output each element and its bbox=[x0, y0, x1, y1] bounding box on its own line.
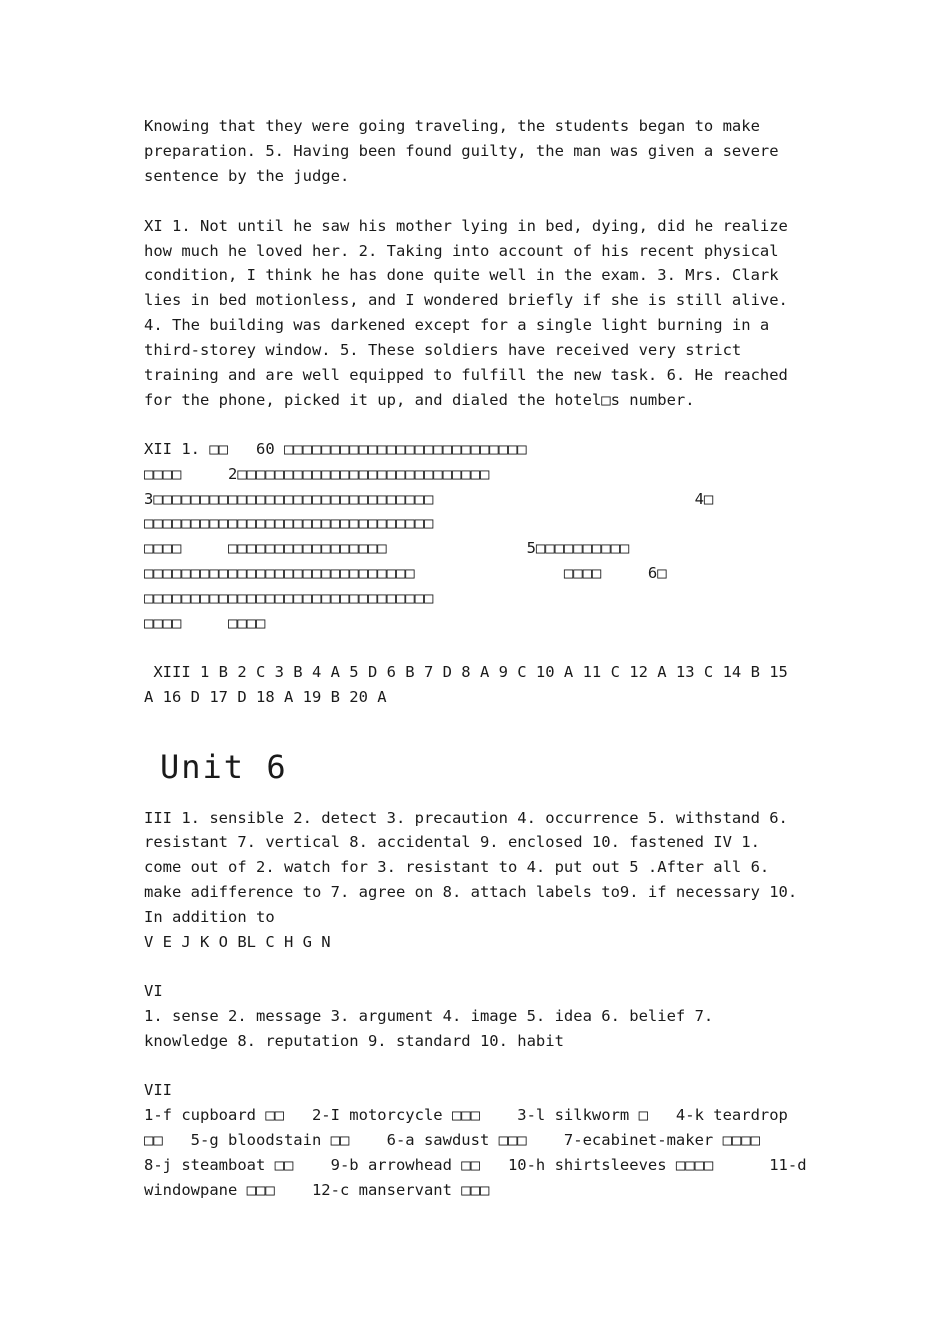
text-line: third-storey window. 5. These soldiers have received very strict bbox=[144, 341, 742, 359]
text-line: lies in bed motionless, and I wondered briefly if she is still alive. bbox=[144, 291, 788, 309]
text-line: A 16 D 17 D 18 A 19 B 20 A bbox=[144, 688, 387, 706]
text-line: □□□□□□□□□□□□□□□□□□□□□□□□□□□□□□□ bbox=[144, 589, 434, 607]
text-line: XII 1. □□ 60 □□□□□□□□□□□□□□□□□□□□□□□□□□ bbox=[144, 440, 527, 458]
text-line: XIII 1 B 2 C 3 B 4 A 5 D 6 B 7 D 8 A 9 C 10 A 11 C 12 A 13 C 14 B 15 bbox=[144, 663, 788, 681]
text-line: sentence by the judge. bbox=[144, 167, 350, 185]
text-line: 4. The building was darkened except for a single light burning in a bbox=[144, 316, 770, 334]
text-line: □□□□□□□□□□□□□□□□□□□□□□□□□□□□□□□ bbox=[144, 514, 434, 532]
text-line: preparation. 5. Having been found guilty, the man was given a severe bbox=[144, 142, 779, 160]
text-line: Knowing that they were going traveling, the students began to make bbox=[144, 117, 760, 135]
text-line: for the phone, picked it up, and dialed the hotel□s number. bbox=[144, 391, 695, 409]
text-line: windowpane □□□ 12-c manservant □□□ bbox=[144, 1181, 490, 1199]
text-line: resistant 7. vertical 8. accidental 9. enclosed 10. fastened IV 1. bbox=[144, 833, 760, 851]
text-line: training and are well equipped to fulfill the new task. 6. He reached bbox=[144, 366, 788, 384]
text-line: V E J K O BL C H G N bbox=[144, 933, 331, 951]
text-line: XI 1. Not until he saw his mother lying in bed, dying, did he realize bbox=[144, 217, 788, 235]
text-line: 8-j steamboat □□ 9-b arrowhead □□ 10-h shirtsleeves □□□□ 11-d bbox=[144, 1156, 807, 1174]
text-line: □□□□□□□□□□□□□□□□□□□□□□□□□□□□□ □□□□ 6□ bbox=[144, 564, 667, 582]
text-line: □□ 5-g bloodstain □□ 6-a sawdust □□□ 7-ecabinet-maker □□□□ bbox=[144, 1131, 760, 1149]
text-line: □□□□ 2□□□□□□□□□□□□□□□□□□□□□□□□□□□ bbox=[144, 465, 490, 483]
text-line: how much he loved her. 2. Taking into account of his recent physical bbox=[144, 242, 779, 260]
text-line: 1-f cupboard □□ 2-I motorcycle □□□ 3-l silkworm □ 4-k teardrop bbox=[144, 1106, 788, 1124]
text-line: VI bbox=[144, 982, 163, 1000]
text-line: □□□□ □□□□□□□□□□□□□□□□□ 5□□□□□□□□□□ bbox=[144, 539, 630, 557]
text-line: □□□□ □□□□ bbox=[144, 614, 266, 632]
text-line: 3□□□□□□□□□□□□□□□□□□□□□□□□□□□□□□ 4□ bbox=[144, 490, 714, 508]
text-line: knowledge 8. reputation 9. standard 10. habit bbox=[144, 1032, 564, 1050]
unit-heading: Unit 6 bbox=[160, 748, 288, 786]
text-line: come out of 2. watch for 3. resistant to 4. put out 5 .After all 6. bbox=[144, 858, 770, 876]
text-line: In addition to bbox=[144, 908, 275, 926]
text-line: 1. sense 2. message 3. argument 4. image 5. idea 6. belief 7. bbox=[144, 1007, 714, 1025]
text-line: VII bbox=[144, 1081, 172, 1099]
text-line: III 1. sensible 2. detect 3. precaution 4. occurrence 5. withstand 6. bbox=[144, 809, 788, 827]
text-line: condition, I think he has done quite well in the exam. 3. Mrs. Clark bbox=[144, 266, 779, 284]
text-line: make adifference to 7. agree on 8. attach labels to9. if necessary 10. bbox=[144, 883, 798, 901]
